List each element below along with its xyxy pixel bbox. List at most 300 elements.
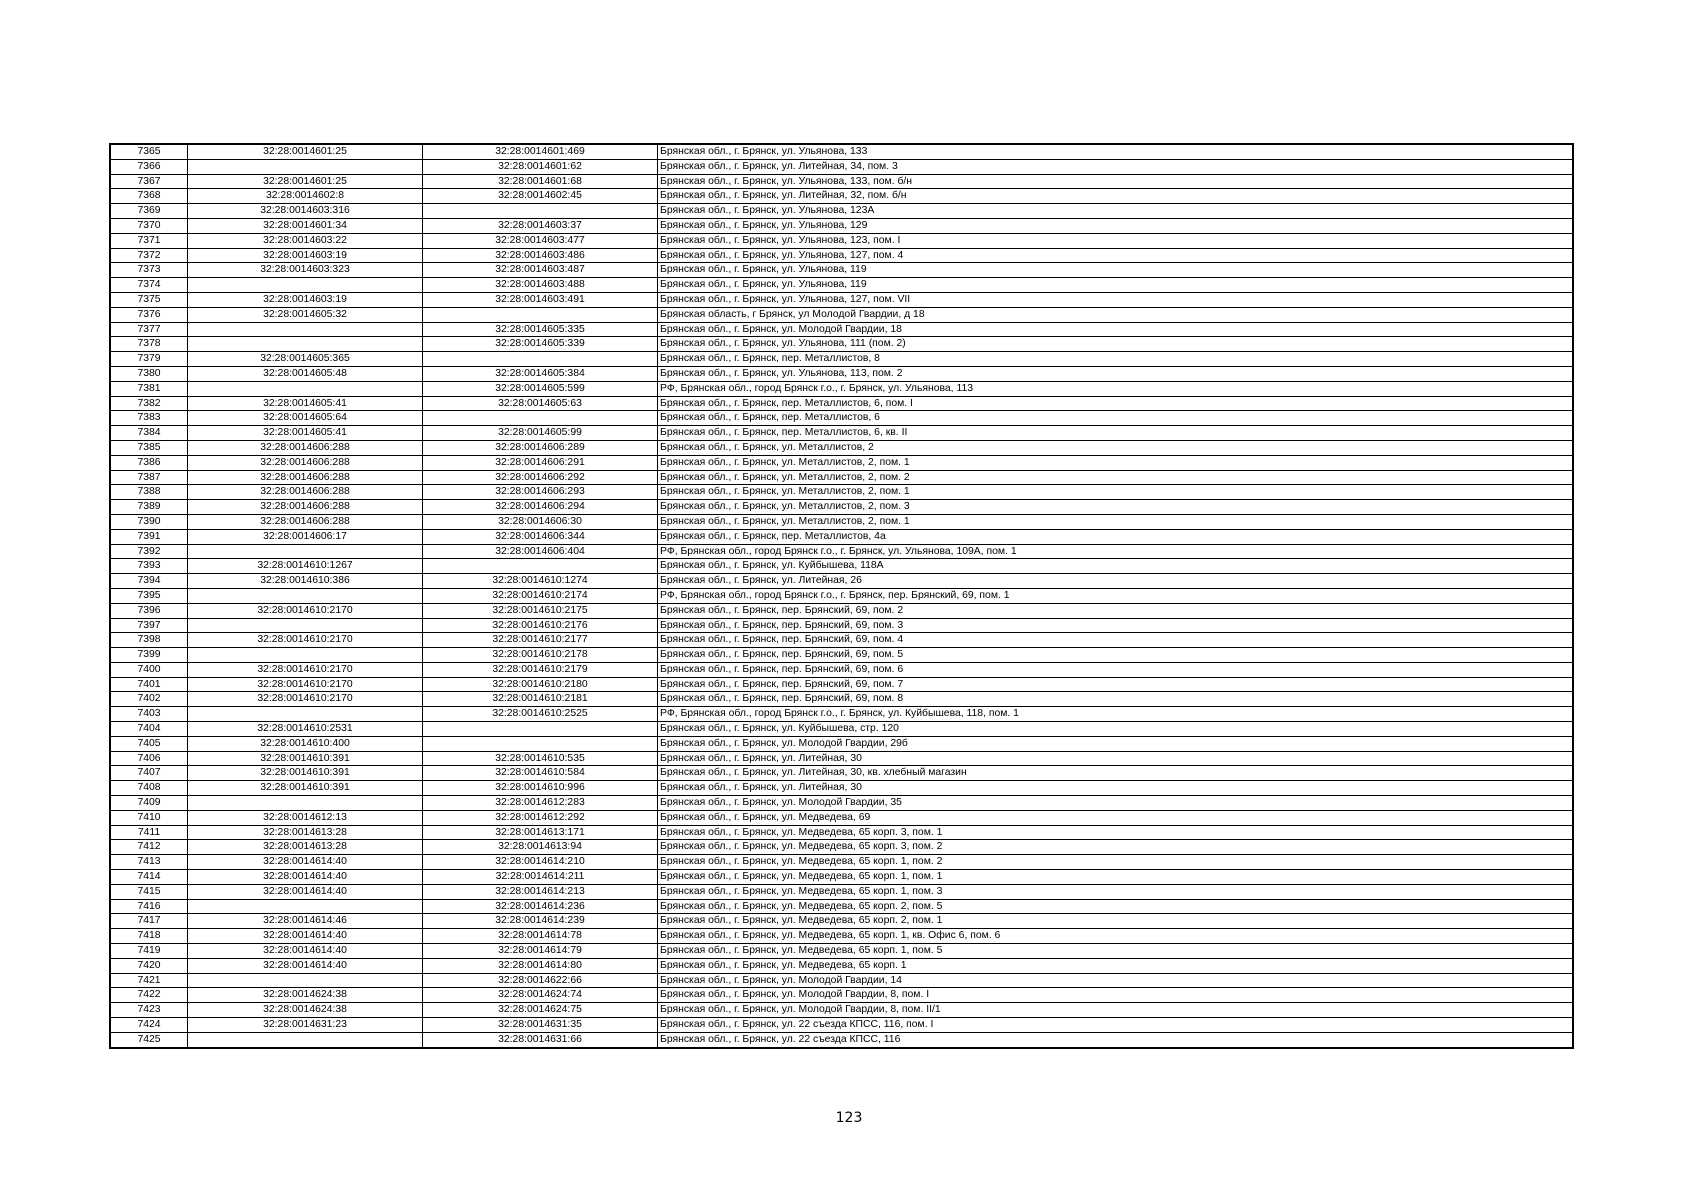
table-row [110, 514, 1573, 529]
cadastral-number-cell: 32:28:0014610:2177 [423, 633, 658, 648]
row-number-cell: 7425 [110, 1032, 188, 1047]
parent-cadastral-number-cell: 32:28:0014614:46 [188, 914, 423, 929]
table-row [110, 662, 1573, 677]
table-row [110, 292, 1573, 307]
address-cell: Брянская обл., г. Брянск, ул. Медведева, 65 корп. 1, кв. Офис 6, пом. 6 [658, 929, 1574, 944]
address-cell: Брянская обл., г. Брянск, пер. Металлистов, 6, кв. II [658, 426, 1574, 441]
cadastral-number-cell: 32:28:0014624:74 [423, 988, 658, 1003]
row-number-cell: 7392 [110, 544, 188, 559]
row-number-cell: 7395 [110, 588, 188, 603]
cadastral-number-cell: 32:28:0014606:289 [423, 440, 658, 455]
table-row [110, 485, 1573, 500]
address-cell: Брянская обл., г. Брянск, ул. Молодой Гвардии, 8, пом. II/1 [658, 1003, 1574, 1018]
parent-cadastral-number-cell: 32:28:0014610:386 [188, 574, 423, 589]
table-row [110, 1003, 1573, 1018]
parent-cadastral-number-cell: 32:28:0014612:13 [188, 810, 423, 825]
table-row [110, 958, 1573, 973]
address-cell: Брянская обл., г. Брянск, пер. Металлистов, 6, пом. I [658, 396, 1574, 411]
row-number-cell: 7380 [110, 366, 188, 381]
cadastral-number-cell: 32:28:0014602:45 [423, 189, 658, 204]
table-row [110, 988, 1573, 1003]
cadastral-number-cell: 32:28:0014610:2175 [423, 603, 658, 618]
row-number-cell: 7374 [110, 278, 188, 293]
cadastral-number-cell [423, 411, 658, 426]
cadastral-number-cell [423, 722, 658, 737]
row-number-cell: 7406 [110, 751, 188, 766]
address-cell: Брянская обл., г. Брянск, ул. Литейная, 30 [658, 781, 1574, 796]
row-number-cell: 7371 [110, 233, 188, 248]
cadastral-number-cell: 32:28:0014603:488 [423, 278, 658, 293]
address-cell: Брянская обл., г. Брянск, ул. Ульянова, 119 [658, 278, 1574, 293]
table-row [110, 500, 1573, 515]
address-cell: Брянская обл., г. Брянск, ул. Молодой Гвардии, 29б [658, 736, 1574, 751]
parent-cadastral-number-cell: 32:28:0014610:2170 [188, 603, 423, 618]
table-row [110, 825, 1573, 840]
table-row [110, 574, 1573, 589]
table-row [110, 692, 1573, 707]
row-number-cell: 7421 [110, 973, 188, 988]
row-number-cell: 7394 [110, 574, 188, 589]
table-row [110, 159, 1573, 174]
address-cell: Брянская обл., г. Брянск, ул. Ульянова, 119 [658, 263, 1574, 278]
address-cell: Брянская обл., г. Брянск, ул. Ульянова, 127, пом. VII [658, 292, 1574, 307]
cadastral-number-cell: 32:28:0014610:2525 [423, 707, 658, 722]
cadastral-number-cell: 32:28:0014612:283 [423, 796, 658, 811]
row-number-cell: 7415 [110, 884, 188, 899]
table-row [110, 884, 1573, 899]
row-number-cell: 7418 [110, 929, 188, 944]
cadastral-number-cell: 32:28:0014622:66 [423, 973, 658, 988]
row-number-cell: 7419 [110, 944, 188, 959]
parent-cadastral-number-cell: 32:28:0014603:316 [188, 204, 423, 219]
row-number-cell: 7420 [110, 958, 188, 973]
cadastral-number-cell: 32:28:0014613:171 [423, 825, 658, 840]
cadastral-number-cell [423, 307, 658, 322]
row-number-cell: 7370 [110, 218, 188, 233]
address-cell: Брянская обл., г. Брянск, ул. Медведева, 65 корп. 2, пом. 5 [658, 899, 1574, 914]
table-row [110, 677, 1573, 692]
address-cell: Брянская обл., г. Брянск, ул. Медведева, 69 [658, 810, 1574, 825]
row-number-cell: 7388 [110, 485, 188, 500]
row-number-cell: 7367 [110, 174, 188, 189]
table-row [110, 455, 1573, 470]
cadastral-number-cell: 32:28:0014614:78 [423, 929, 658, 944]
row-number-cell: 7405 [110, 736, 188, 751]
table-row [110, 870, 1573, 885]
row-number-cell: 7382 [110, 396, 188, 411]
cadastral-number-cell: 32:28:0014614:211 [423, 870, 658, 885]
parent-cadastral-number-cell: 32:28:0014606:288 [188, 485, 423, 500]
parent-cadastral-number-cell: 32:28:0014605:41 [188, 426, 423, 441]
cadastral-number-cell: 32:28:0014614:236 [423, 899, 658, 914]
parent-cadastral-number-cell [188, 796, 423, 811]
cadastral-number-cell: 32:28:0014612:292 [423, 810, 658, 825]
parent-cadastral-number-cell: 32:28:0014613:28 [188, 840, 423, 855]
row-number-cell: 7386 [110, 455, 188, 470]
parent-cadastral-number-cell [188, 381, 423, 396]
table-row [110, 707, 1573, 722]
parent-cadastral-number-cell: 32:28:0014603:323 [188, 263, 423, 278]
table-row [110, 248, 1573, 263]
cadastral-number-cell: 32:28:0014606:293 [423, 485, 658, 500]
address-cell: Брянская обл., г. Брянск, ул. Медведева, 65 корп. 1, пом. 2 [658, 855, 1574, 870]
address-cell: РФ, Брянская обл., город Брянск г.о., г. Брянск, пер. Брянский, 69, пом. 1 [658, 588, 1574, 603]
row-number-cell: 7408 [110, 781, 188, 796]
table-row [110, 899, 1573, 914]
parent-cadastral-number-cell: 32:28:0014605:32 [188, 307, 423, 322]
address-cell: Брянская обл., г. Брянск, пер. Металлистов, 4а [658, 529, 1574, 544]
row-number-cell: 7417 [110, 914, 188, 929]
address-cell: РФ, Брянская обл., город Брянск г.о., г. Брянск, ул. Ульянова, 113 [658, 381, 1574, 396]
cadastral-table [109, 143, 1574, 1049]
table-row [110, 603, 1573, 618]
parent-cadastral-number-cell: 32:28:0014624:38 [188, 988, 423, 1003]
address-cell: Брянская обл., г. Брянск, ул. 22 съезда КПСС, 116, пом. I [658, 1018, 1574, 1033]
address-cell: Брянская обл., г. Брянск, ул. Ульянова, 123, пом. I [658, 233, 1574, 248]
cadastral-number-cell: 32:28:0014601:62 [423, 159, 658, 174]
cadastral-number-cell: 32:28:0014614:79 [423, 944, 658, 959]
address-cell: Брянская обл., г. Брянск, ул. 22 съезда КПСС, 116 [658, 1032, 1574, 1047]
table-row [110, 278, 1573, 293]
row-number-cell: 7422 [110, 988, 188, 1003]
table-row [110, 736, 1573, 751]
address-cell: Брянская обл., г. Брянск, ул. Литейная, 26 [658, 574, 1574, 589]
table-row [110, 751, 1573, 766]
parent-cadastral-number-cell: 32:28:0014610:400 [188, 736, 423, 751]
parent-cadastral-number-cell: 32:28:0014614:40 [188, 870, 423, 885]
table-row [110, 144, 1573, 159]
parent-cadastral-number-cell: 32:28:0014606:288 [188, 455, 423, 470]
row-number-cell: 7402 [110, 692, 188, 707]
address-cell: Брянская обл., г. Брянск, ул. Ульянова, 111 (пом. 2) [658, 337, 1574, 352]
parent-cadastral-number-cell: 32:28:0014610:391 [188, 781, 423, 796]
table-row [110, 233, 1573, 248]
cadastral-number-cell: 32:28:0014606:344 [423, 529, 658, 544]
row-number-cell: 7396 [110, 603, 188, 618]
address-cell: Брянская обл., г. Брянск, ул. Металлистов, 2, пом. 1 [658, 514, 1574, 529]
parent-cadastral-number-cell: 32:28:0014610:2170 [188, 633, 423, 648]
table-row [110, 544, 1573, 559]
table-row [110, 381, 1573, 396]
cadastral-number-cell: 32:28:0014606:291 [423, 455, 658, 470]
row-number-cell: 7390 [110, 514, 188, 529]
row-number-cell: 7375 [110, 292, 188, 307]
table-row [110, 307, 1573, 322]
row-number-cell: 7378 [110, 337, 188, 352]
row-number-cell: 7365 [110, 144, 188, 159]
parent-cadastral-number-cell: 32:28:0014601:25 [188, 174, 423, 189]
address-cell: Брянская обл., г. Брянск, ул. Медведева, 65 корп. 1, пом. 3 [658, 884, 1574, 899]
cadastral-number-cell: 32:28:0014603:491 [423, 292, 658, 307]
parent-cadastral-number-cell [188, 648, 423, 663]
table-row [110, 322, 1573, 337]
parent-cadastral-number-cell: 32:28:0014610:2170 [188, 692, 423, 707]
row-number-cell: 7412 [110, 840, 188, 855]
address-cell: Брянская область, г Брянск, ул Молодой Гвардии, д 18 [658, 307, 1574, 322]
row-number-cell: 7397 [110, 618, 188, 633]
parent-cadastral-number-cell: 32:28:0014610:1267 [188, 559, 423, 574]
table-row [110, 396, 1573, 411]
cadastral-number-cell: 32:28:0014605:335 [423, 322, 658, 337]
table-row [110, 352, 1573, 367]
cadastral-number-cell: 32:28:0014606:292 [423, 470, 658, 485]
cadastral-number-cell: 32:28:0014614:210 [423, 855, 658, 870]
parent-cadastral-number-cell: 32:28:0014605:64 [188, 411, 423, 426]
parent-cadastral-number-cell: 32:28:0014606:288 [188, 470, 423, 485]
address-cell: Брянская обл., г. Брянск, ул. Литейная, 34, пом. 3 [658, 159, 1574, 174]
row-number-cell: 7369 [110, 204, 188, 219]
cadastral-number-cell: 32:28:0014605:99 [423, 426, 658, 441]
row-number-cell: 7377 [110, 322, 188, 337]
parent-cadastral-number-cell: 32:28:0014614:40 [188, 958, 423, 973]
cadastral-number-cell: 32:28:0014606:404 [423, 544, 658, 559]
parent-cadastral-number-cell: 32:28:0014614:40 [188, 929, 423, 944]
table-row [110, 470, 1573, 485]
table-row [110, 529, 1573, 544]
address-cell: Брянская обл., г. Брянск, ул. Молодой Гвардии, 18 [658, 322, 1574, 337]
address-cell: Брянская обл., г. Брянск, пер. Брянский, 69, пом. 2 [658, 603, 1574, 618]
cadastral-number-cell: 32:28:0014610:1274 [423, 574, 658, 589]
cadastral-number-cell: 32:28:0014631:35 [423, 1018, 658, 1033]
address-cell: Брянская обл., г. Брянск, ул. Медведева, 65 корп. 1, пом. 1 [658, 870, 1574, 885]
address-cell: Брянская обл., г. Брянск, ул. Ульянова, 129 [658, 218, 1574, 233]
address-cell: Брянская обл., г. Брянск, ул. Молодой Гвардии, 8, пом. I [658, 988, 1574, 1003]
cadastral-number-cell: 32:28:0014603:487 [423, 263, 658, 278]
address-cell: Брянская обл., г. Брянск, ул. Литейная, 32, пом. б/н [658, 189, 1574, 204]
cadastral-number-cell [423, 204, 658, 219]
parent-cadastral-number-cell: 32:28:0014606:288 [188, 514, 423, 529]
cadastral-number-cell: 32:28:0014605:63 [423, 396, 658, 411]
address-cell: Брянская обл., г. Брянск, ул. Молодой Гвардии, 35 [658, 796, 1574, 811]
table-row [110, 796, 1573, 811]
address-cell: Брянская обл., г. Брянск, ул. Литейная, 30 [658, 751, 1574, 766]
table-row [110, 618, 1573, 633]
address-cell: Брянская обл., г. Брянск, пер. Металлистов, 6 [658, 411, 1574, 426]
parent-cadastral-number-cell: 32:28:0014624:38 [188, 1003, 423, 1018]
address-cell: Брянская обл., г. Брянск, ул. Ульянова, 123А [658, 204, 1574, 219]
parent-cadastral-number-cell [188, 618, 423, 633]
row-number-cell: 7416 [110, 899, 188, 914]
address-cell: Брянская обл., г. Брянск, ул. Ульянова, 133, пом. б/н [658, 174, 1574, 189]
cadastral-number-cell [423, 559, 658, 574]
row-number-cell: 7407 [110, 766, 188, 781]
row-number-cell: 7372 [110, 248, 188, 263]
row-number-cell: 7404 [110, 722, 188, 737]
address-cell: Брянская обл., г. Брянск, ул. Медведева, 65 корп. 3, пом. 1 [658, 825, 1574, 840]
address-cell: Брянская обл., г. Брянск, ул. Металлистов, 2, пом. 3 [658, 500, 1574, 515]
cadastral-number-cell: 32:28:0014614:80 [423, 958, 658, 973]
cadastral-number-cell [423, 736, 658, 751]
table-row [110, 1032, 1573, 1047]
table-row [110, 1018, 1573, 1033]
cadastral-number-cell: 32:28:0014601:469 [423, 144, 658, 159]
parent-cadastral-number-cell: 32:28:0014610:2170 [188, 662, 423, 677]
parent-cadastral-number-cell: 32:28:0014631:23 [188, 1018, 423, 1033]
table-row [110, 973, 1573, 988]
row-number-cell: 7413 [110, 855, 188, 870]
table-row [110, 914, 1573, 929]
address-cell: Брянская обл., г. Брянск, ул. Металлистов, 2, пом. 2 [658, 470, 1574, 485]
parent-cadastral-number-cell: 32:28:0014603:22 [188, 233, 423, 248]
address-cell: Брянская обл., г. Брянск, ул. Литейная, 30, кв. хлебный магазин [658, 766, 1574, 781]
cadastral-number-cell: 32:28:0014610:2179 [423, 662, 658, 677]
row-number-cell: 7403 [110, 707, 188, 722]
row-number-cell: 7373 [110, 263, 188, 278]
address-cell: Брянская обл., г. Брянск, ул. Ульянова, 127, пом. 4 [658, 248, 1574, 263]
address-cell: Брянская обл., г. Брянск, ул. Медведева, 65 корп. 2, пом. 1 [658, 914, 1574, 929]
parent-cadastral-number-cell: 32:28:0014603:19 [188, 292, 423, 307]
address-cell: Брянская обл., г. Брянск, пер. Металлистов, 8 [658, 352, 1574, 367]
cadastral-number-cell: 32:28:0014610:2180 [423, 677, 658, 692]
table-row [110, 366, 1573, 381]
cadastral-number-cell: 32:28:0014631:66 [423, 1032, 658, 1047]
row-number-cell: 7409 [110, 796, 188, 811]
table-row [110, 855, 1573, 870]
parent-cadastral-number-cell [188, 588, 423, 603]
table-row [110, 766, 1573, 781]
cadastral-number-cell: 32:28:0014614:213 [423, 884, 658, 899]
row-number-cell: 7424 [110, 1018, 188, 1033]
address-cell: Брянская обл., г. Брянск, ул. Куйбышева, 118А [658, 559, 1574, 574]
cadastral-number-cell: 32:28:0014610:584 [423, 766, 658, 781]
cadastral-number-cell: 32:28:0014605:384 [423, 366, 658, 381]
parent-cadastral-number-cell: 32:28:0014610:2170 [188, 677, 423, 692]
parent-cadastral-number-cell: 32:28:0014606:288 [188, 500, 423, 515]
parent-cadastral-number-cell [188, 707, 423, 722]
table-row [110, 440, 1573, 455]
table-row [110, 840, 1573, 855]
row-number-cell: 7398 [110, 633, 188, 648]
parent-cadastral-number-cell: 32:28:0014614:40 [188, 884, 423, 899]
table-row [110, 588, 1573, 603]
parent-cadastral-number-cell: 32:28:0014613:28 [188, 825, 423, 840]
cadastral-number-cell: 32:28:0014624:75 [423, 1003, 658, 1018]
parent-cadastral-number-cell [188, 337, 423, 352]
address-cell: Брянская обл., г. Брянск, ул. Медведева, 65 корп. 3, пом. 2 [658, 840, 1574, 855]
row-number-cell: 7400 [110, 662, 188, 677]
cadastral-number-cell: 32:28:0014603:477 [423, 233, 658, 248]
cadastral-number-cell: 32:28:0014601:68 [423, 174, 658, 189]
row-number-cell: 7399 [110, 648, 188, 663]
row-number-cell: 7381 [110, 381, 188, 396]
cadastral-number-cell: 32:28:0014605:599 [423, 381, 658, 396]
parent-cadastral-number-cell: 32:28:0014605:41 [188, 396, 423, 411]
page-number: 123 [835, 1110, 863, 1126]
parent-cadastral-number-cell [188, 899, 423, 914]
row-number-cell: 7391 [110, 529, 188, 544]
cadastral-number-cell: 32:28:0014603:37 [423, 218, 658, 233]
address-cell: Брянская обл., г. Брянск, пер. Брянский, 69, пом. 5 [658, 648, 1574, 663]
cadastral-number-cell: 32:28:0014610:2176 [423, 618, 658, 633]
table-row [110, 781, 1573, 796]
address-cell: Брянская обл., г. Брянск, ул. Медведева, 65 корп. 1 [658, 958, 1574, 973]
row-number-cell: 7393 [110, 559, 188, 574]
row-number-cell: 7414 [110, 870, 188, 885]
cadastral-number-cell: 32:28:0014614:239 [423, 914, 658, 929]
parent-cadastral-number-cell [188, 544, 423, 559]
table-row [110, 929, 1573, 944]
table-row [110, 189, 1573, 204]
row-number-cell: 7387 [110, 470, 188, 485]
parent-cadastral-number-cell: 32:28:0014606:17 [188, 529, 423, 544]
cadastral-number-cell: 32:28:0014605:339 [423, 337, 658, 352]
row-number-cell: 7401 [110, 677, 188, 692]
row-number-cell: 7379 [110, 352, 188, 367]
address-cell: Брянская обл., г. Брянск, ул. Ульянова, 133 [658, 144, 1574, 159]
parent-cadastral-number-cell: 32:28:0014602:8 [188, 189, 423, 204]
parent-cadastral-number-cell [188, 1032, 423, 1047]
table-row [110, 559, 1573, 574]
parent-cadastral-number-cell: 32:28:0014605:48 [188, 366, 423, 381]
parent-cadastral-number-cell: 32:28:0014610:391 [188, 751, 423, 766]
address-cell: РФ, Брянская обл., город Брянск г.о., г. Брянск, ул. Ульянова, 109А, пом. 1 [658, 544, 1574, 559]
cadastral-number-cell: 32:28:0014606:30 [423, 514, 658, 529]
row-number-cell: 7383 [110, 411, 188, 426]
address-cell: Брянская обл., г. Брянск, ул. Молодой Гвардии, 14 [658, 973, 1574, 988]
cadastral-number-cell: 32:28:0014613:94 [423, 840, 658, 855]
cadastral-number-cell: 32:28:0014610:2181 [423, 692, 658, 707]
cadastral-number-cell: 32:28:0014610:535 [423, 751, 658, 766]
row-number-cell: 7385 [110, 440, 188, 455]
address-cell: Брянская обл., г. Брянск, пер. Брянский, 69, пом. 8 [658, 692, 1574, 707]
parent-cadastral-number-cell: 32:28:0014601:34 [188, 218, 423, 233]
row-number-cell: 7384 [110, 426, 188, 441]
address-cell: Брянская обл., г. Брянск, пер. Брянский, 69, пом. 4 [658, 633, 1574, 648]
address-cell: Брянская обл., г. Брянск, пер. Брянский, 69, пом. 6 [658, 662, 1574, 677]
parent-cadastral-number-cell: 32:28:0014614:40 [188, 944, 423, 959]
parent-cadastral-number-cell [188, 973, 423, 988]
parent-cadastral-number-cell: 32:28:0014603:19 [188, 248, 423, 263]
cadastral-number-cell: 32:28:0014603:486 [423, 248, 658, 263]
row-number-cell: 7410 [110, 810, 188, 825]
parent-cadastral-number-cell: 32:28:0014606:288 [188, 440, 423, 455]
address-cell: Брянская обл., г. Брянск, ул. Ульянова, 113, пом. 2 [658, 366, 1574, 381]
cadastral-number-cell: 32:28:0014606:294 [423, 500, 658, 515]
table-body [110, 144, 1573, 1048]
row-number-cell: 7389 [110, 500, 188, 515]
row-number-cell: 7366 [110, 159, 188, 174]
table-row [110, 204, 1573, 219]
address-cell: Брянская обл., г. Брянск, ул. Куйбышева, стр. 120 [658, 722, 1574, 737]
table-row [110, 722, 1573, 737]
parent-cadastral-number-cell: 32:28:0014614:40 [188, 855, 423, 870]
parent-cadastral-number-cell [188, 322, 423, 337]
table-row [110, 263, 1573, 278]
row-number-cell: 7368 [110, 189, 188, 204]
row-number-cell: 7411 [110, 825, 188, 840]
cadastral-number-cell: 32:28:0014610:2178 [423, 648, 658, 663]
address-cell: РФ, Брянская обл., город Брянск г.о., г. Брянск, ул. Куйбышева, 118, пом. 1 [658, 707, 1574, 722]
parent-cadastral-number-cell [188, 159, 423, 174]
table-row [110, 810, 1573, 825]
table-row [110, 648, 1573, 663]
row-number-cell: 7376 [110, 307, 188, 322]
address-cell: Брянская обл., г. Брянск, ул. Металлистов, 2, пом. 1 [658, 485, 1574, 500]
table-row [110, 411, 1573, 426]
address-cell: Брянская обл., г. Брянск, ул. Металлистов, 2 [658, 440, 1574, 455]
cadastral-number-cell: 32:28:0014610:2174 [423, 588, 658, 603]
table-row [110, 633, 1573, 648]
parent-cadastral-number-cell: 32:28:0014605:365 [188, 352, 423, 367]
address-cell: Брянская обл., г. Брянск, ул. Металлистов, 2, пом. 1 [658, 455, 1574, 470]
parent-cadastral-number-cell [188, 278, 423, 293]
cadastral-number-cell [423, 352, 658, 367]
address-cell: Брянская обл., г. Брянск, пер. Брянский, 69, пом. 7 [658, 677, 1574, 692]
cadastral-number-cell: 32:28:0014610:996 [423, 781, 658, 796]
parent-cadastral-number-cell: 32:28:0014610:2531 [188, 722, 423, 737]
table-row [110, 944, 1573, 959]
table-row [110, 218, 1573, 233]
